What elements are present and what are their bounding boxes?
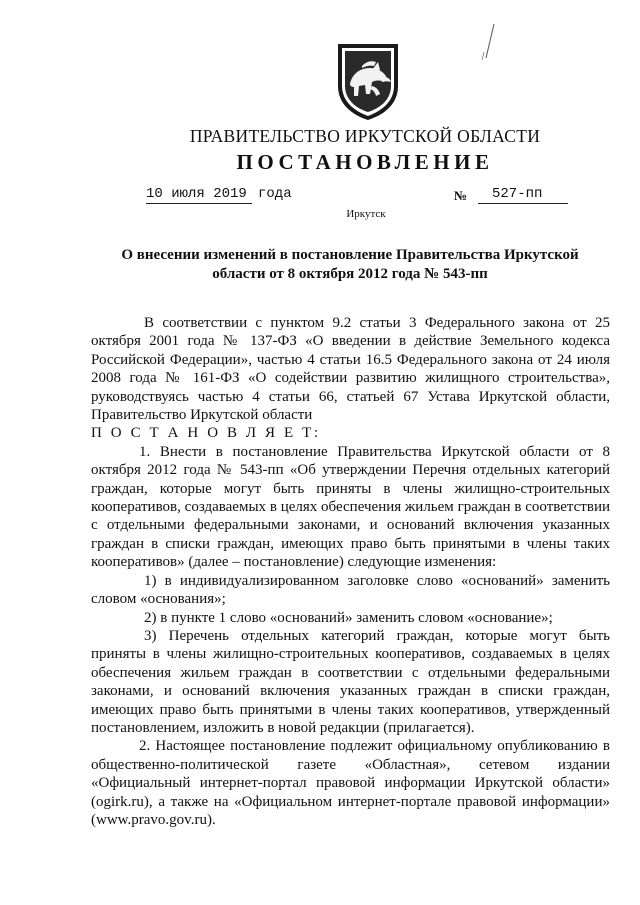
document-subject: О внесении изменений в постановление Правительства Иркутской области от 8 октября 2012 года № 543-пп xyxy=(121,247,579,282)
item-1-paragraph: 1. Внести в постановление Правительства Иркутской области от 8 октября 2012 года № 543-пп «Об утверждении Перечня отдельных категорий граждан, которые могут быть приняты в члены жилищно-строительных кооперативов, создаваемых в целях обеспечения жильем граждан в соответствии с отдельными федеральными законами, и оснований включения указанных граждан в списки граждан, имеющих право быть принятыми в члены таких кооперативов» (далее – постановление) следующие изменения: xyxy=(91,443,610,571)
number-sign: № xyxy=(454,188,468,203)
resolve-heading: П О С Т А Н О В Л Я Е Т: xyxy=(91,425,321,442)
document-type-title: ПОСТАНОВЛЕНИЕ xyxy=(236,150,494,174)
document-date: 10 июля 2019 xyxy=(146,186,252,204)
item-1-2-paragraph: 2) в пункте 1 слово «оснований» заменить словом «основание»; xyxy=(144,609,553,626)
item-1-3-paragraph: 3) Перечень отдельных категорий граждан, которые могут быть приняты в члены жилищно-строительных кооперативов, создаваемых в целях обеспечения жильем граждан в соответствии с отдельными федеральными законами, и оснований включения указанных граждан в списки граждан, имеющих право быть принятыми в члены таких кооперативов, утвержденный постановлением, изложить в новой редакции (прилагается). xyxy=(91,627,610,736)
item-1-1-paragraph: 1) в индивидуализированном заголовке слово «оснований» заменить словом «основания»; xyxy=(91,572,610,608)
date-number-line xyxy=(138,186,568,208)
item-2-paragraph: 2. Настоящее постановление подлежит официальному опубликованию в общественно-политической газете «Областная», сетевом издании «Официальный интернет-портал правовой информации Иркутской области» (ogirk.ru), а также на «Официальном интернет-портале правовой информации» (www.pravo.gov.ru). xyxy=(91,738,610,828)
document-number: 527-пп xyxy=(478,186,568,204)
document-year-word: года xyxy=(258,186,292,202)
government-title: ПРАВИТЕЛЬСТВО ИРКУТСКОЙ ОБЛАСТИ xyxy=(189,126,541,146)
pen-stroke-mark xyxy=(478,22,498,62)
document-city: Иркутск xyxy=(346,208,386,220)
document-body xyxy=(91,314,610,829)
coat-of-arms-icon xyxy=(332,40,404,122)
preamble-paragraph: В соответствии с пунктом 9.2 статьи 3 Федерального закона от 25 октября 2001 года № 137-ФЗ «О введении в действие Земельного кодекса Российской Федерации», частью 4 статьи 16.5 Федерального закона от 24 июля 2008 года № 161-ФЗ «О содействии развитию жилищного строительства», руководствуясь частью 4 статьи 66, статьей 67 Устава Иркутской области, Правительство Иркутской области xyxy=(91,315,610,424)
